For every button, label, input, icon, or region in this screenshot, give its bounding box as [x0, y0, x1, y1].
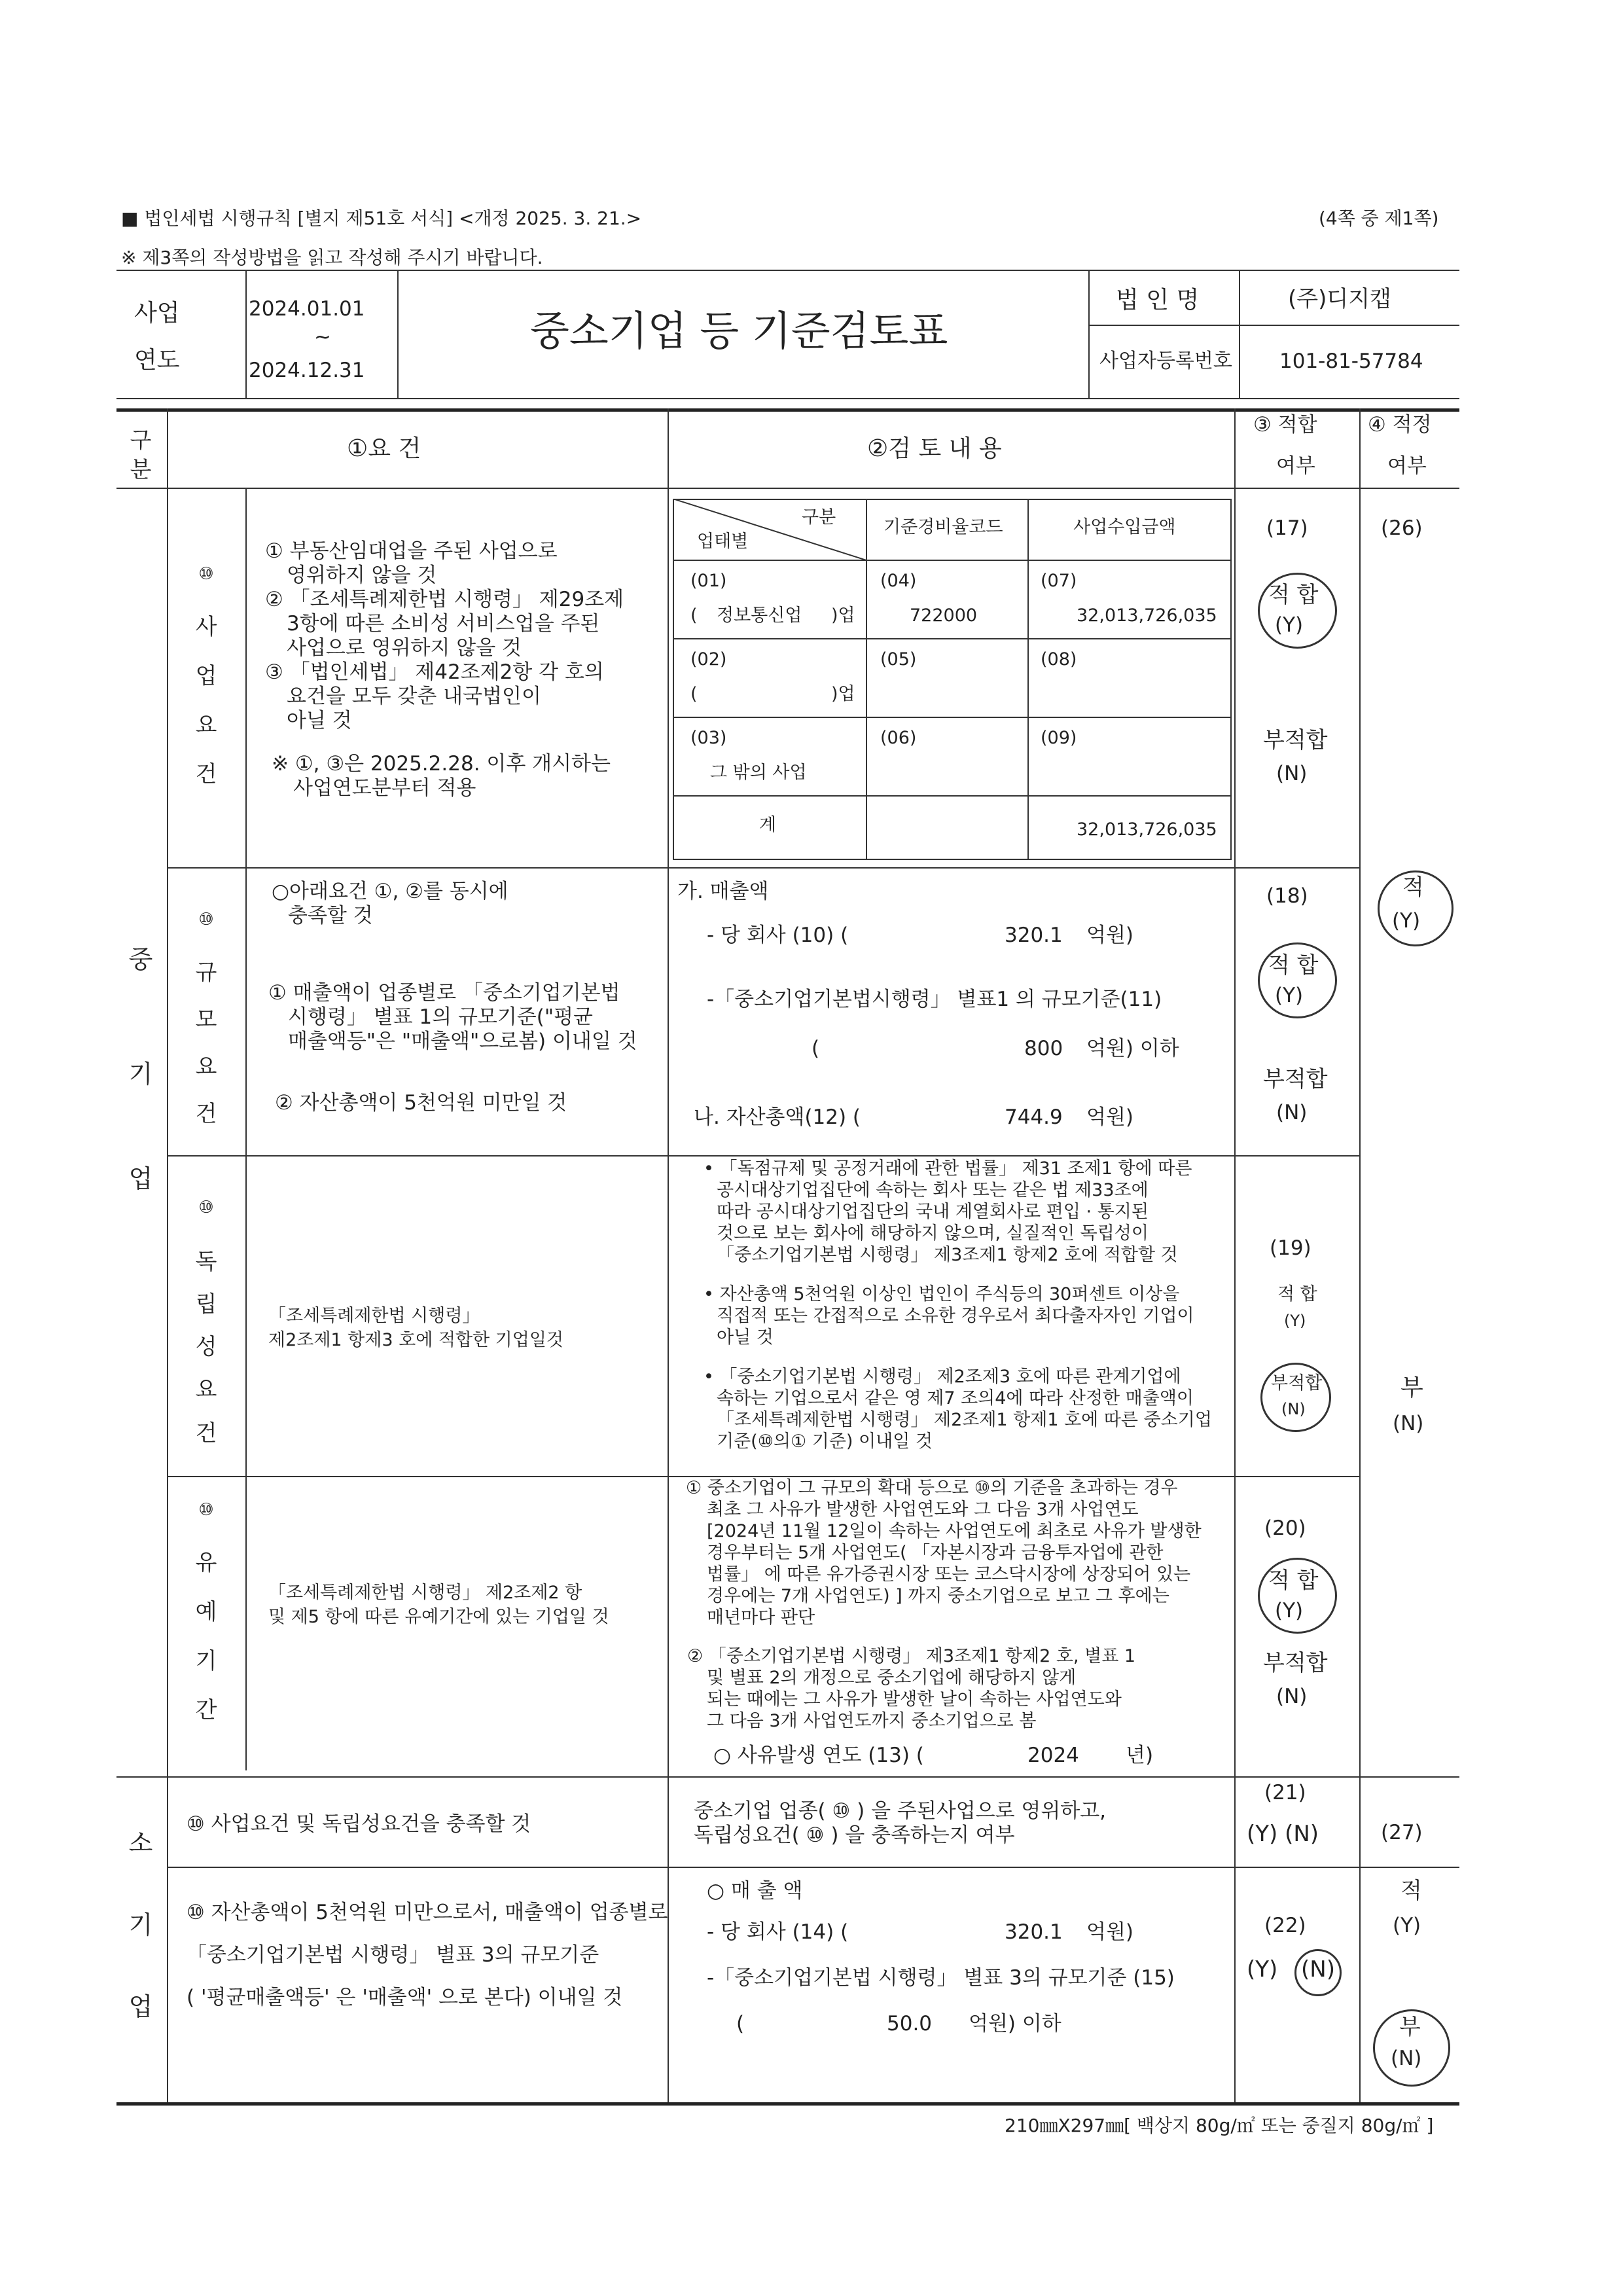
form-reference: ■ 법인세법 시행규칙 [별지 제51호 서식] <개정 2025. 3. 21.> — [121, 207, 642, 229]
period-tilde: ~ — [314, 325, 331, 349]
r104-review-line: 매년마다 판단 — [707, 1607, 815, 1628]
period-end: 2024.12.31 — [249, 359, 365, 382]
r101-final-number: (26) — [1381, 516, 1423, 540]
year-label-top: 사업 — [134, 300, 180, 327]
table-header-amount: 사업수입금액 — [1073, 517, 1176, 537]
document-title: 중소기업 등 기준검토표 — [530, 307, 948, 355]
sme-final-no-n: (N) — [1393, 1412, 1424, 1435]
r104-review-line: 법률」 에 따른 유가증권시장 또는 코스닥시장에 상장되어 있는 — [707, 1564, 1191, 1585]
r104-review-line: [2024년 11월 12일이 속하는 사업연도에 최초로 사유가 발생한 — [707, 1521, 1202, 1541]
r103-review-line: 직접적 또는 간접적으로 소유한 경우로서 최다출자자인 기업이 — [717, 1306, 1194, 1326]
r102-fit-yes-y: (Y) — [1275, 984, 1304, 1007]
r104-occurrence-year: 2024 — [1027, 1744, 1079, 1767]
r101-req-line: 요건을 모두 갖춘 내국법인이 — [287, 685, 541, 708]
row3-code-num: (06) — [880, 728, 917, 748]
r103-label-4: 요 — [195, 1376, 217, 1403]
r104-review-line: 및 별표 2의 개정으로 중소기업에 해당하지 않게 — [707, 1668, 1077, 1688]
r101-fit-yes-y: (Y) — [1275, 613, 1304, 637]
r105-requirement: ⑩ 사업요건 및 독립성요건을 충족할 것 — [187, 1812, 531, 1836]
r102-label-2: 모 — [195, 1007, 217, 1033]
r102-label-3: 요 — [195, 1054, 217, 1080]
row2-code-num: (05) — [880, 649, 917, 670]
row2-num: (02) — [690, 649, 727, 670]
r102-standard-label: -「중소기업기본법시행령」 별표1 의 규모기준(11) — [707, 988, 1162, 1011]
col-gubun-2: 분 — [130, 457, 152, 483]
r104-label-4: 간 — [195, 1697, 217, 1723]
r102-standard-unit: 억원) 이하 — [1086, 1037, 1179, 1060]
r103-review-line: 따라 공시대상기업집단의 국내 계열회사로 편입 · 통지된 — [717, 1202, 1149, 1222]
r101-req-note: ※ ①, ③은 2025.2.28. 이후 개시하는 — [272, 752, 611, 776]
r102-assets-label: 나. 자산총액(12) ( — [694, 1105, 861, 1129]
r101-label-2: 업 — [195, 663, 217, 689]
r101-req-line: 사업으로 영위하지 않을 것 — [287, 636, 522, 660]
r104-label-2: 예 — [195, 1599, 217, 1625]
r104-label-3: 기 — [195, 1648, 217, 1674]
r102-standard-value: 800 — [1024, 1037, 1063, 1060]
r103-label-3: 성 — [195, 1334, 217, 1360]
r103-fit-yes-y: (Y) — [1284, 1312, 1306, 1330]
total-label: 계 — [759, 815, 777, 835]
r106-fit-number: (22) — [1264, 1914, 1306, 1937]
r101-fit-no: 부적합 — [1263, 727, 1328, 753]
r105-review-line: 중소기업 업종( ⑩ ) 을 주된사업으로 영위하고, — [694, 1799, 1107, 1823]
r103-review-line: 「중소기업기본법 시행령」 제3조제1 항제2 호에 적합할 것 — [717, 1245, 1178, 1265]
r101-label-1: 사 — [195, 614, 217, 640]
r101-fit-no-n: (N) — [1276, 762, 1308, 785]
col-fit-2b: 여부 — [1387, 454, 1427, 478]
corp-name-label: 법 인 명 — [1116, 287, 1200, 314]
r102-standard-open: ( — [812, 1037, 820, 1060]
r104-occurrence-unit: 년) — [1126, 1744, 1154, 1767]
r103-review-line: • 자산총액 5천억원 이상인 법인이 주식등의 30퍼센트 이상을 — [704, 1284, 1180, 1304]
row3-amount-num: (09) — [1041, 728, 1077, 748]
table-header-code: 기준경비율코드 — [883, 517, 1003, 537]
col-fit-1: ③ 적합 — [1253, 413, 1317, 437]
col-review: ②검 토 내 용 — [867, 435, 1002, 462]
r106-own-value: 320.1 — [1005, 1920, 1063, 1944]
r102-fit-number: (18) — [1266, 884, 1308, 908]
r101-fit-number: (17) — [1266, 516, 1308, 540]
r106-fit-n: (N) — [1301, 1956, 1335, 1982]
r101-fit-yes: 적 합 — [1268, 582, 1319, 608]
small-final-y: (Y) — [1393, 1914, 1421, 1937]
r103-req-line: 「조세특례제한법 시행령」 — [268, 1306, 480, 1326]
r103-review-line: 기준(⑩의① 기준) 이내일 것 — [717, 1431, 933, 1452]
r102-req-line: 시행령」 별표 1의 규모기준("평균 — [288, 1005, 593, 1029]
r103-review-line: 아닐 것 — [717, 1327, 774, 1348]
r104-label-1: 유 — [195, 1550, 217, 1576]
col-fit-1b: 여부 — [1276, 454, 1315, 478]
r102-sales-heading: 가. 매출액 — [677, 880, 769, 903]
r102-own-unit: 억원) — [1086, 924, 1133, 947]
row3-biz: 그 밖의 사업 — [710, 762, 807, 783]
r103-label-1: 독 — [195, 1249, 217, 1275]
r106-standard-open: ( — [736, 2012, 745, 2036]
side-sme-3: 업 — [128, 1164, 153, 1193]
r101-label-3: 요 — [195, 712, 217, 738]
r102-assets-unit: 억원) — [1086, 1105, 1133, 1129]
row2-amount-num: (08) — [1041, 649, 1077, 670]
r106-req-line: 「중소기업기본법 시행령」 별표 3의 규모기준 — [187, 1943, 599, 1967]
reg-number-label: 사업자등록번호 — [1099, 350, 1232, 372]
year-label-bottom: 연도 — [134, 347, 180, 374]
sme-final-no: 부 — [1400, 1374, 1423, 1401]
r102-req-line: ② 자산총액이 5천억원 미만일 것 — [275, 1091, 567, 1115]
page-indicator: (4쪽 중 제1쪽) — [1319, 207, 1439, 229]
small-final: 적 — [1400, 1878, 1422, 1904]
r103-review-line: • 「독점규제 및 공정거래에 관한 법률」 제31 조제1 항에 따른 — [704, 1158, 1192, 1179]
side-small-3: 업 — [128, 1992, 153, 2021]
r106-standard-label: -「중소기업기본법 시행령」 별표 3의 규모기준 (15) — [707, 1966, 1175, 1990]
r105-final-number: (27) — [1381, 1821, 1423, 1844]
r102-req-line: 충족할 것 — [288, 904, 373, 927]
r104-review-line: ② 「중소기업기본법 시행령」 제3조제1 항제2 호, 별표 1 — [687, 1646, 1136, 1666]
r104-review-line: 최초 그 사유가 발생한 사업연도와 그 다음 3개 사업연도 — [707, 1499, 1139, 1520]
side-small-1: 소 — [128, 1829, 153, 1857]
r103-label-2: 립 — [195, 1291, 217, 1318]
r102-fit-no-n: (N) — [1276, 1101, 1308, 1124]
r106-req-line: ⑩ 자산총액이 5천억원 미만으로서, 매출액이 업종별로 — [187, 1901, 668, 1924]
sme-final: 적 — [1402, 874, 1424, 901]
r103-review-line: 속하는 기업으로서 같은 영 제7 조의4에 따라 산정한 매출액이 — [717, 1388, 1194, 1408]
total-amount: 32,013,726,035 — [1077, 819, 1217, 840]
r105-fit-options: (Y) (N) — [1247, 1821, 1319, 1847]
table-header-gubun: 구분 — [802, 507, 836, 528]
instruction-note: ※ 제3쪽의 작성방법을 읽고 작성해 주시기 바랍니다. — [121, 247, 543, 268]
r106-own-unit: 억원) — [1086, 1920, 1133, 1944]
r103-fit-yes: 적 합 — [1277, 1284, 1317, 1304]
r106-standard-unit: 억원) 이하 — [969, 2012, 1061, 2036]
row1-num: (01) — [690, 571, 727, 591]
sme-final-y: (Y) — [1392, 909, 1421, 933]
col-requirement: ①요 건 — [347, 435, 421, 462]
col-gubun-1: 구 — [130, 427, 152, 454]
col-fit-2: ④ 적정 — [1368, 413, 1432, 437]
r101-req-line: 영위하지 않을 것 — [287, 564, 437, 587]
r104-fit-yes-y: (Y) — [1275, 1599, 1304, 1623]
r102-fit-yes: 적 합 — [1268, 952, 1319, 978]
r104-review-line: 그 다음 3개 사업연도까지 중소기업으로 봄 — [707, 1711, 1037, 1731]
r101-req-line: ③ 「법인세법」 제42조제2항 각 호의 — [265, 660, 604, 684]
r104-req-line: 「조세특례제한법 시행령」 제2조제2 항 — [268, 1583, 582, 1603]
r104-review-line: 되는 때에는 그 사유가 발생한 날이 속하는 사업연도와 — [707, 1689, 1122, 1710]
r102-own-label: - 당 회사 (10) ( — [707, 924, 849, 947]
r102-req-line: ○아래요건 ①, ②를 동시에 — [272, 880, 508, 903]
r103-label-5: 건 — [195, 1420, 217, 1446]
r105-fit-number: (21) — [1264, 1781, 1306, 1804]
small-final-no: 부 — [1399, 2014, 1421, 2040]
row2-open: ( — [690, 684, 698, 704]
r101-number: ⑩ — [198, 564, 214, 584]
small-final-no-n: (N) — [1391, 2047, 1422, 2070]
row3-num: (03) — [690, 728, 727, 748]
r102-req-line: ① 매출액이 업종별로 「중소기업기본법 — [268, 981, 620, 1005]
side-sme-2: 기 — [128, 1060, 153, 1088]
r106-req-line: ( '평균매출액등' 은 '매출액' 으로 본다) 이내일 것 — [187, 1986, 623, 2009]
row1-open: ( — [690, 605, 698, 626]
r106-sales-heading: ○ 매 출 액 — [707, 1879, 803, 1903]
r106-fit-y: (Y) — [1247, 1956, 1278, 1982]
row1-amount: 32,013,726,035 — [1077, 605, 1217, 626]
r103-fit-no-n: (N) — [1281, 1400, 1306, 1418]
row1-code-num: (04) — [880, 571, 917, 591]
r104-fit-no-n: (N) — [1276, 1685, 1308, 1708]
r101-req-line: ① 부동산임대업을 주된 사업으로 — [265, 539, 558, 563]
r104-number: ⑩ — [198, 1500, 214, 1520]
r102-label-1: 규 — [195, 960, 217, 986]
row1-amount-num: (07) — [1041, 571, 1077, 591]
r103-review-line: 「조세특례제한법 시행령」 제2조제1 항제1 호에 따른 중소기업 — [717, 1410, 1212, 1430]
r102-number: ⑩ — [198, 910, 214, 929]
r106-standard-value: 50.0 — [887, 2012, 933, 2036]
row2-suffix: )업 — [831, 684, 855, 704]
r104-fit-number: (20) — [1264, 1516, 1306, 1540]
side-sme-1: 중 — [128, 945, 153, 974]
r106-own-label: - 당 회사 (14) ( — [707, 1920, 849, 1944]
r101-req-line: 3항에 따른 소비성 서비스업을 주된 — [287, 612, 600, 636]
r103-fit-no: 부적합 — [1271, 1373, 1323, 1393]
period-start: 2024.01.01 — [249, 297, 365, 321]
r102-own-value: 320.1 — [1005, 924, 1063, 947]
r103-req-line: 제2조제1 항제3 호에 적합한 기업일것 — [268, 1330, 564, 1350]
r101-req-note: 사업연도분부터 적용 — [293, 776, 476, 800]
r102-label-4: 건 — [195, 1101, 217, 1127]
side-small-2: 기 — [128, 1910, 153, 1939]
r102-req-line: 매출액등"은 "매출액"으로봄) 이내일 것 — [288, 1030, 637, 1053]
r104-review-line: 경우부터는 5개 사업연도( 「자본시장과 금융투자업에 관한 — [707, 1543, 1164, 1563]
reg-number-value: 101-81-57784 — [1279, 350, 1423, 373]
table-header-biz: 업태별 — [697, 531, 749, 552]
row1-biz: 정보통신업 — [717, 605, 802, 626]
r104-occurrence-label: ○ 사유발생 연도 (13) ( — [713, 1744, 924, 1767]
r104-req-line: 및 제5 항에 따른 유예기간에 있는 기업일 것 — [268, 1607, 609, 1627]
r103-fit-number: (19) — [1270, 1236, 1311, 1260]
r104-fit-no: 부적합 — [1263, 1650, 1328, 1676]
r104-review-line: ① 중소기업이 그 규모의 확대 등으로 ⑩의 기준을 초과하는 경우 — [686, 1478, 1178, 1498]
r102-fit-no: 부적합 — [1263, 1066, 1328, 1092]
r103-review-line: • 「중소기업기본법 시행령」 제2조제3 호에 따른 관계기업에 — [704, 1367, 1181, 1387]
r104-fit-yes: 적 합 — [1268, 1568, 1319, 1594]
row1-code: 722000 — [910, 605, 978, 626]
r101-label-4: 건 — [195, 761, 217, 787]
r103-review-line: 공시대상기업집단에 속하는 회사 또는 같은 법 제33조에 — [717, 1180, 1149, 1200]
r105-review-line: 독립성요건( ⑩ ) 을 충족하는지 여부 — [694, 1823, 1015, 1847]
r104-review-line: 경우에는 7개 사업연도) ] 까지 중소기업으로 보고 그 후에는 — [707, 1586, 1169, 1606]
r103-number: ⑩ — [198, 1198, 214, 1217]
r101-req-line: ② 「조세특례제한법 시행령」 제29조제 — [265, 588, 624, 611]
corp-name-value: (주)디지캡 — [1288, 286, 1391, 312]
r103-review-line: 것으로 보는 회사에 해당하지 않으며, 실질적인 독립성이 — [717, 1223, 1149, 1244]
paper-spec: 210㎜X297㎜[ 백상지 80g/㎡ 또는 중질지 80g/㎡ ] — [1005, 2115, 1434, 2136]
row1-suffix: )업 — [831, 605, 855, 626]
r102-assets-value: 744.9 — [1005, 1105, 1063, 1129]
r101-req-line: 아닐 것 — [287, 709, 352, 732]
